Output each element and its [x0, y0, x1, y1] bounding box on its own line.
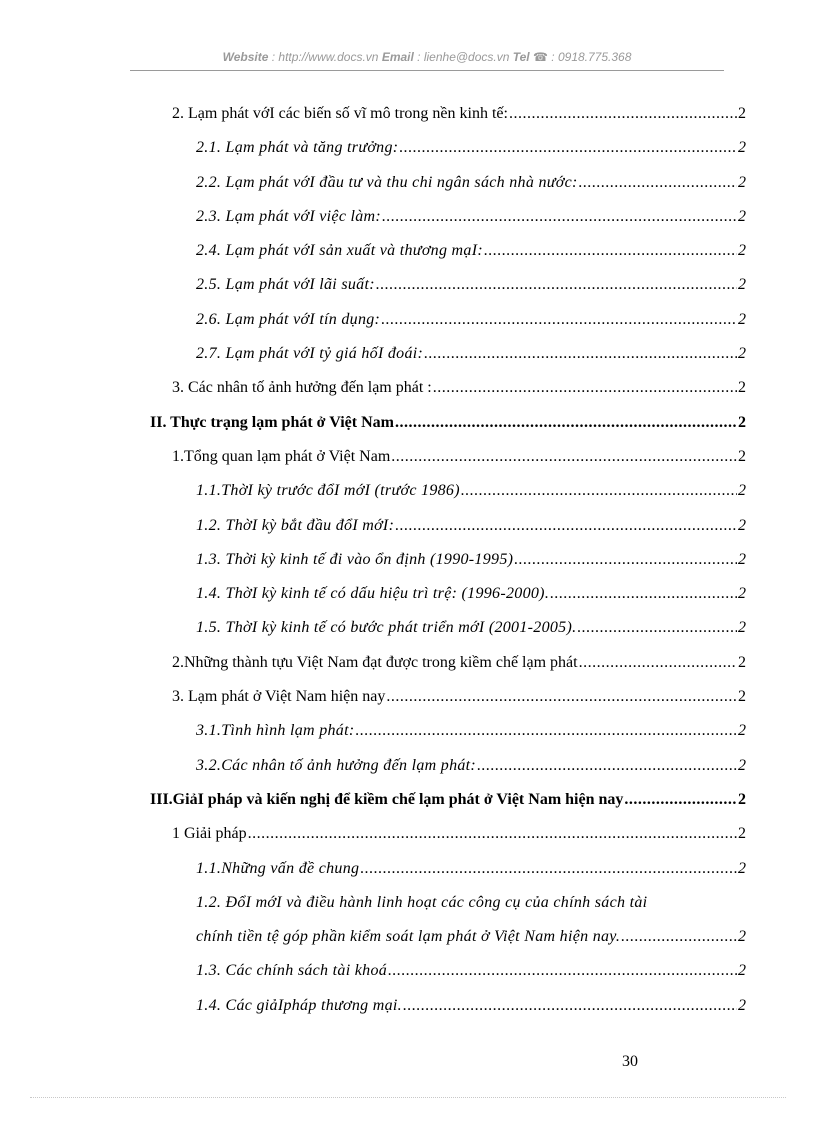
tel-label: Tel: [512, 50, 530, 64]
toc-entry: 2.6. Lạm phát vớI tín dụng: ..... 2: [150, 303, 746, 337]
toc-entry: 3. Lạm phát ở Việt Nam hiện nay ..... 2: [150, 680, 746, 714]
toc-entry: 2.7. Lạm phát vớI tỷ giá hốI đoái: ..... 2: [150, 337, 746, 371]
toc-entry: 1.2. ThờI kỳ bắt đầu đổI mớI: ..... 2: [150, 509, 746, 543]
header-divider: [130, 70, 724, 71]
toc-entry: 1 Giải pháp ..... 2: [150, 817, 746, 851]
toc-entry: 1.4. ThờI kỳ kinh tế có dấu hiệu trì trệ: (1996-2000). ..... 2: [150, 577, 746, 611]
toc-entry: 2.3. Lạm phát vớI việc làm: ..... 2: [150, 200, 746, 234]
toc-entry: 2. Lạm phát vớI các biến số vĩ mô trong nền kinh tế: ..... 2: [150, 97, 746, 131]
toc-entry: 1.1.Những vấn đề chung ..... 2: [150, 852, 746, 886]
toc-entry: 2.4. Lạm phát vớI sản xuất và thương mạI: ..... 2: [150, 234, 746, 268]
toc-entry: III.GiảI pháp và kiến nghị để kiềm chế lạm phát ở Việt Nam hiện nay ..... 2: [150, 783, 746, 817]
page-header: [130, 50, 724, 64]
toc-entry: 1.3. Các chính sách tài khoá ..... 2: [150, 954, 746, 988]
page-number: 30: [622, 1053, 638, 1070]
toc-entry: 1.2. ĐổI mớI và điều hành linh hoạt các công cụ của chính sách tài chính tiền tệ góp phần kiểm soát lạm phát ở Việt Nam hiện nay. ..... 2: [150, 886, 746, 955]
toc-entry: 1.Tổng quan lạm phát ở Việt Nam ..... 2: [150, 440, 746, 474]
toc-entry: 1.3. Thời kỳ kinh tế đi vào ổn định (1990-1995) ..... 2: [150, 543, 746, 577]
email-label: Email: [381, 50, 414, 64]
toc-entry: 1.5. ThờI kỳ kinh tế có bước phát triển mớI (2001-2005). ..... 2: [150, 611, 746, 645]
email-value: : lienhe@docs.vn: [417, 50, 510, 64]
phone-icon: ☎: [533, 50, 548, 64]
toc-entry: 1.1.ThờI kỳ trước đổI mớI (trước 1986) ..... 2: [150, 474, 746, 508]
toc-entry: 2.1. Lạm phát và tăng trưởng: ..... 2: [150, 131, 746, 165]
website-value: : http://www.docs.vn: [271, 50, 379, 64]
toc-entry: 2.2. Lạm phát vớI đầu tư và thu chi ngân sách nhà nước: ..... 2: [150, 166, 746, 200]
website-label: Website: [222, 50, 269, 64]
toc-entry: 2.5. Lạm phát vớI lãi suất: ..... 2: [150, 268, 746, 302]
table-of-contents: [150, 97, 746, 1023]
tel-value: : 0918.775.368: [551, 50, 632, 64]
toc-entry: II. Thực trạng lạm phát ở Việt Nam ..... 2: [150, 406, 746, 440]
toc-entry: 3. Các nhân tố ảnh hưởng đến lạm phát : ..... 2: [150, 371, 746, 405]
footer-divider: [30, 1097, 786, 1098]
toc-entry: 3.1.Tình hình lạm phát: ..... 2: [150, 714, 746, 748]
toc-entry: 2.Những thành tựu Việt Nam đạt được trong kiềm chế lạm phát ..... 2: [150, 646, 746, 680]
toc-entry: 3.2.Các nhân tố ảnh hưởng đến lạm phát: ..... 2: [150, 749, 746, 783]
toc-entry: 1.4. Các giảIpháp thương mại. ..... 2: [150, 989, 746, 1023]
